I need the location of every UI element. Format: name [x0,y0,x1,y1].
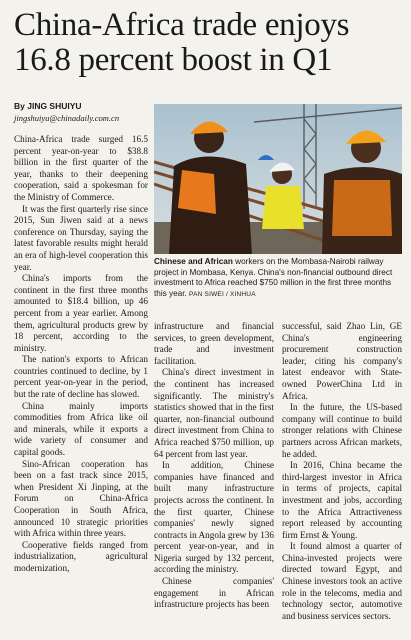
paragraph: It found almost a quarter of China-invested projects were directed toward Egypt, and Chinese investors took an active role in the telecoms, media and technology sector, automotive and business services sectors. [282,541,402,621]
byline: By JING SHUIYU [14,101,82,111]
paragraph: Chinese companies' engagement in African infrastructure projects has been [154,576,274,610]
paragraph: The nation's exports to African countries continued to decline, by 1 percent year-on-year in the period, but the rate of decline has slowed. [14,354,148,400]
paragraph: Sino-African cooperation has been on a fast track since 2015, when President Xi Jinping, at the Forum on China-Africa Cooperation in South Africa, announced 10 strategic priorities with Africa within three years. [14,458,148,539]
caption-text: workers on the Mombasa-Nairobi railway project in Mombasa, Kenya. China's non-financial outbound direct investment to Africa reached $750 million in the first three months this year. [154,257,393,298]
caption-lead: Chinese and African [154,257,233,266]
article-column-3 [282,321,402,635]
photo-caption [154,257,402,300]
author-email[interactable]: jingshuiyu@chinadaily.com.cn [14,113,120,123]
news-photo [154,104,402,254]
headline: China-Africa trade enjoys 16.8 percent boost in Q1 [14,7,350,78]
paragraph: In 2016, China became the third-largest investor in Africa in terms of projects, capital investment and jobs, according to the Africa Attractiveness report released by accounting firm Ernst & Young. [282,460,402,540]
paragraph: China's direct investment in the continent has increased significantly. The ministry's statistics showed that in the first quarter, non-financial outbound direct investment from China to Africa reached $750 million, up 64 percent from last year. [154,367,274,459]
article-column-2 [154,321,274,635]
railway-workers-photo [154,104,402,254]
paragraph: China mainly imports commodities from Africa like oil and minerals, while it exports a wide variety of consumer and capital goods. [14,400,148,458]
paragraph: In the future, the US-based company will continue to build stronger relations with Chinese partners across African markets, he added. [282,402,402,459]
paragraph: It was the first quarterly rise since 2015, Sun Jiwen said at a news conference on Thursday, saying the latest favorable results might herald an era of high-level cooperation this year. [14,203,148,272]
paragraph: Cooperative fields ranged from industrialization, agricultural modernization, [14,539,148,573]
paragraph: China's imports from the continent in the first three months amounted to $18.4 billion, up 46 percent from a year earlier. Among them, agricultural products grew by 18 percent, according to the ministry. [14,273,148,353]
photo-credit: PAN SIWEI / XINHUA [189,290,256,298]
paragraph: In addition, Chinese companies have financed and built many infrastructure projects across the continent. In the first quarter, Chinese companies' newly signed contracts in Angola grew by 136 percent year-on-year, and in Nigeria surged by 132 percent, according the ministry. [154,460,274,575]
paragraph: successful, said Zhao Lin, GE China's engineering procurement construction leader, citing his company's latest endeavor with State-owned PowerChina Ltd in Africa. [282,321,402,401]
article-column-1 [14,134,148,634]
paragraph: infrastructure and financial services, to green development, trade and investment facilitation. [154,321,274,366]
paragraph: China-Africa trade surged 16.5 percent year-on-year to $38.8 billion in the first quarter of the year, thanks to their deepening cooperation, said a spokesman for the Ministry of Commerce. [14,134,148,202]
